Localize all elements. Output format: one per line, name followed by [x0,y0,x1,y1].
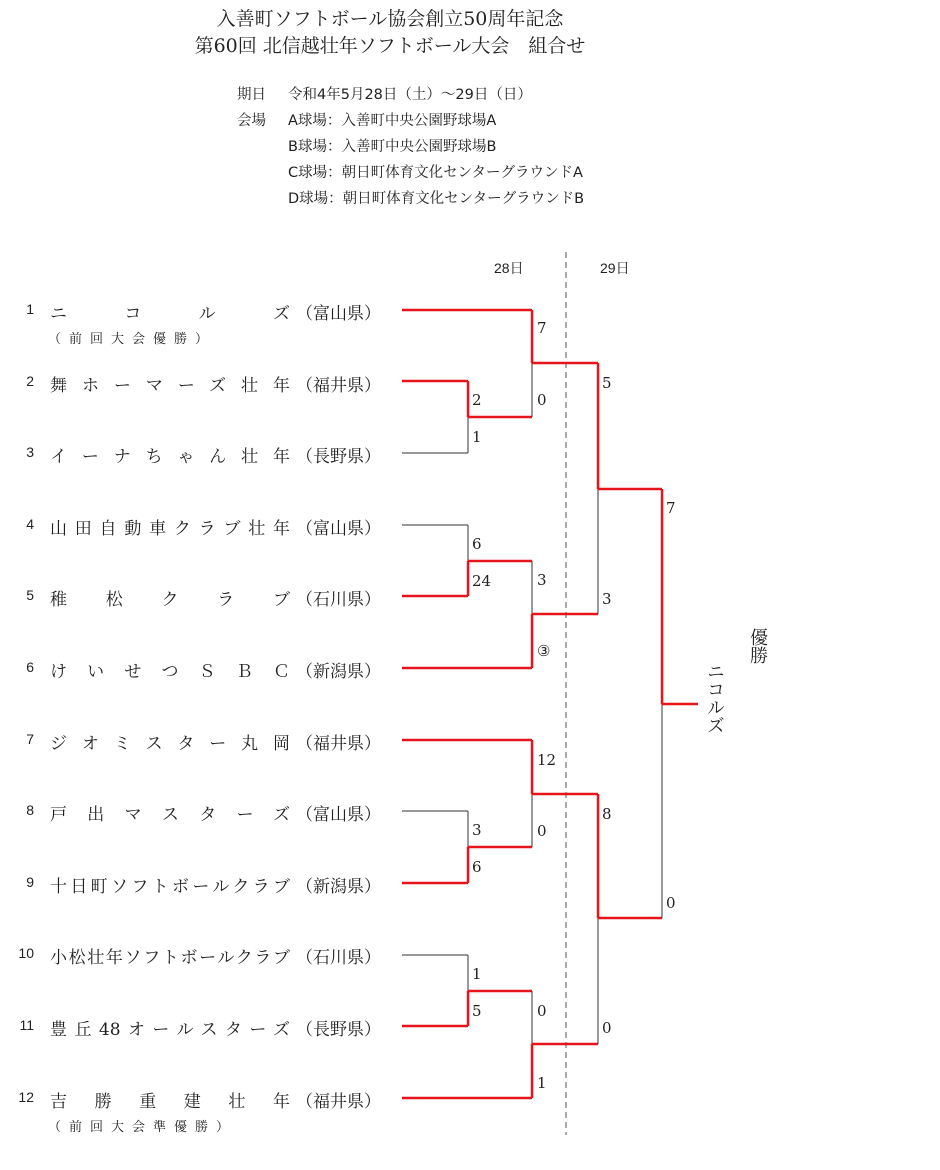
champion-team: ニコルズ [704,662,725,734]
team-number: 4 [26,515,34,532]
team-name: イーナちゃん壮年 [50,447,290,468]
team-number: 12 [18,1088,34,1105]
team-number: 5 [26,587,34,604]
team-prefecture: （富山県） [296,805,381,826]
team-name: 山田自動車クラブ壮年 [50,518,290,539]
team-number: 7 [26,730,34,747]
score-label: 0 [537,391,547,409]
score-label: 2 [472,391,482,409]
team-prefecture: （新潟県） [296,876,381,897]
score-label: 1 [472,428,482,446]
team-number: 10 [18,945,34,962]
team-name: ニ コ ル ズ [50,304,290,324]
score-label: 3 [472,821,482,839]
venue-d: D球場：朝日町体育文化センターグラウンドB [288,191,585,207]
team-prefecture: （福井県） [296,1091,381,1112]
team-prefecture: （長野県） [296,447,381,468]
score-label: 1 [472,965,482,983]
score-label: 3 [537,571,547,589]
champion-label: 優勝 [747,628,768,664]
score-label: 12 [537,751,557,769]
score-label: 6 [472,535,482,553]
score-label: ③ [537,642,551,660]
title-line-1: 入善町ソフトボール協会創立50周年記念 [216,8,564,30]
team-name: ジオミスター丸岡 [50,733,290,754]
score-label: 1 [537,1074,547,1092]
score-label: 24 [472,572,492,590]
venue-a: A球場：入善町中央公園野球場A [288,113,497,129]
team-prefecture: （長野県） [296,1020,381,1040]
score-label: 0 [602,1019,612,1037]
team-number: 2 [26,372,34,389]
team-name: 舞ホーマーズ壮年 [50,375,290,396]
score-label: 3 [602,590,612,608]
team-number: 1 [26,301,34,317]
date-value: 令和4年5月28日（土）～29日（日） [288,87,532,103]
score-label: 5 [472,1002,482,1020]
score-label: 0 [666,894,676,912]
team-note: （前回大会準優勝） [48,1119,238,1135]
team-prefecture: （福井県） [296,733,381,754]
team-number: 9 [26,873,34,890]
team-name: 豊丘48オールスターズ [50,1020,290,1040]
team-note: （前回大会優勝） [48,332,217,347]
team-name: 稚 松 ク ラ ブ [50,590,290,611]
team-prefecture: （富山県） [296,518,381,539]
team-name: 小松壮年ソフトボールクラブ [50,948,290,969]
team-prefecture: （石川県） [296,948,381,969]
team-number: 3 [26,444,34,461]
team-name: 戸出マスターズ [50,805,290,826]
team-number: 11 [19,1017,34,1033]
team-prefecture: （石川県） [296,590,381,611]
team-number: 6 [26,659,34,675]
team-prefecture: （福井県） [296,375,381,396]
day-label-28: 28日 [494,260,524,276]
score-label: 8 [602,805,612,823]
team-number: 8 [26,802,34,819]
score-label: 0 [537,822,547,840]
team-prefecture: （富山県） [296,304,381,324]
venue-b: B球場：入善町中央公園野球場B [288,139,497,155]
score-label: 5 [602,374,612,392]
venue-label: 会場 [237,113,266,129]
team-name: 十日町ソフトボールクラブ [50,876,290,897]
team-name: けいせつＳＢＣ [50,662,290,682]
score-label: 6 [472,858,482,876]
score-label: 7 [666,499,676,517]
title-line-2: 第60回 北信越壮年ソフトボール大会 組合せ [194,35,586,57]
day-label-29: 29日 [600,260,630,276]
score-label: 7 [537,319,547,337]
venue-c: C球場：朝日町体育文化センターグラウンドA [288,165,583,181]
score-label: 0 [537,1002,547,1020]
date-label: 期日 [237,87,266,103]
team-prefecture: （新潟県） [296,662,381,682]
team-name: 吉 勝 重 建 壮 年 [50,1091,290,1112]
